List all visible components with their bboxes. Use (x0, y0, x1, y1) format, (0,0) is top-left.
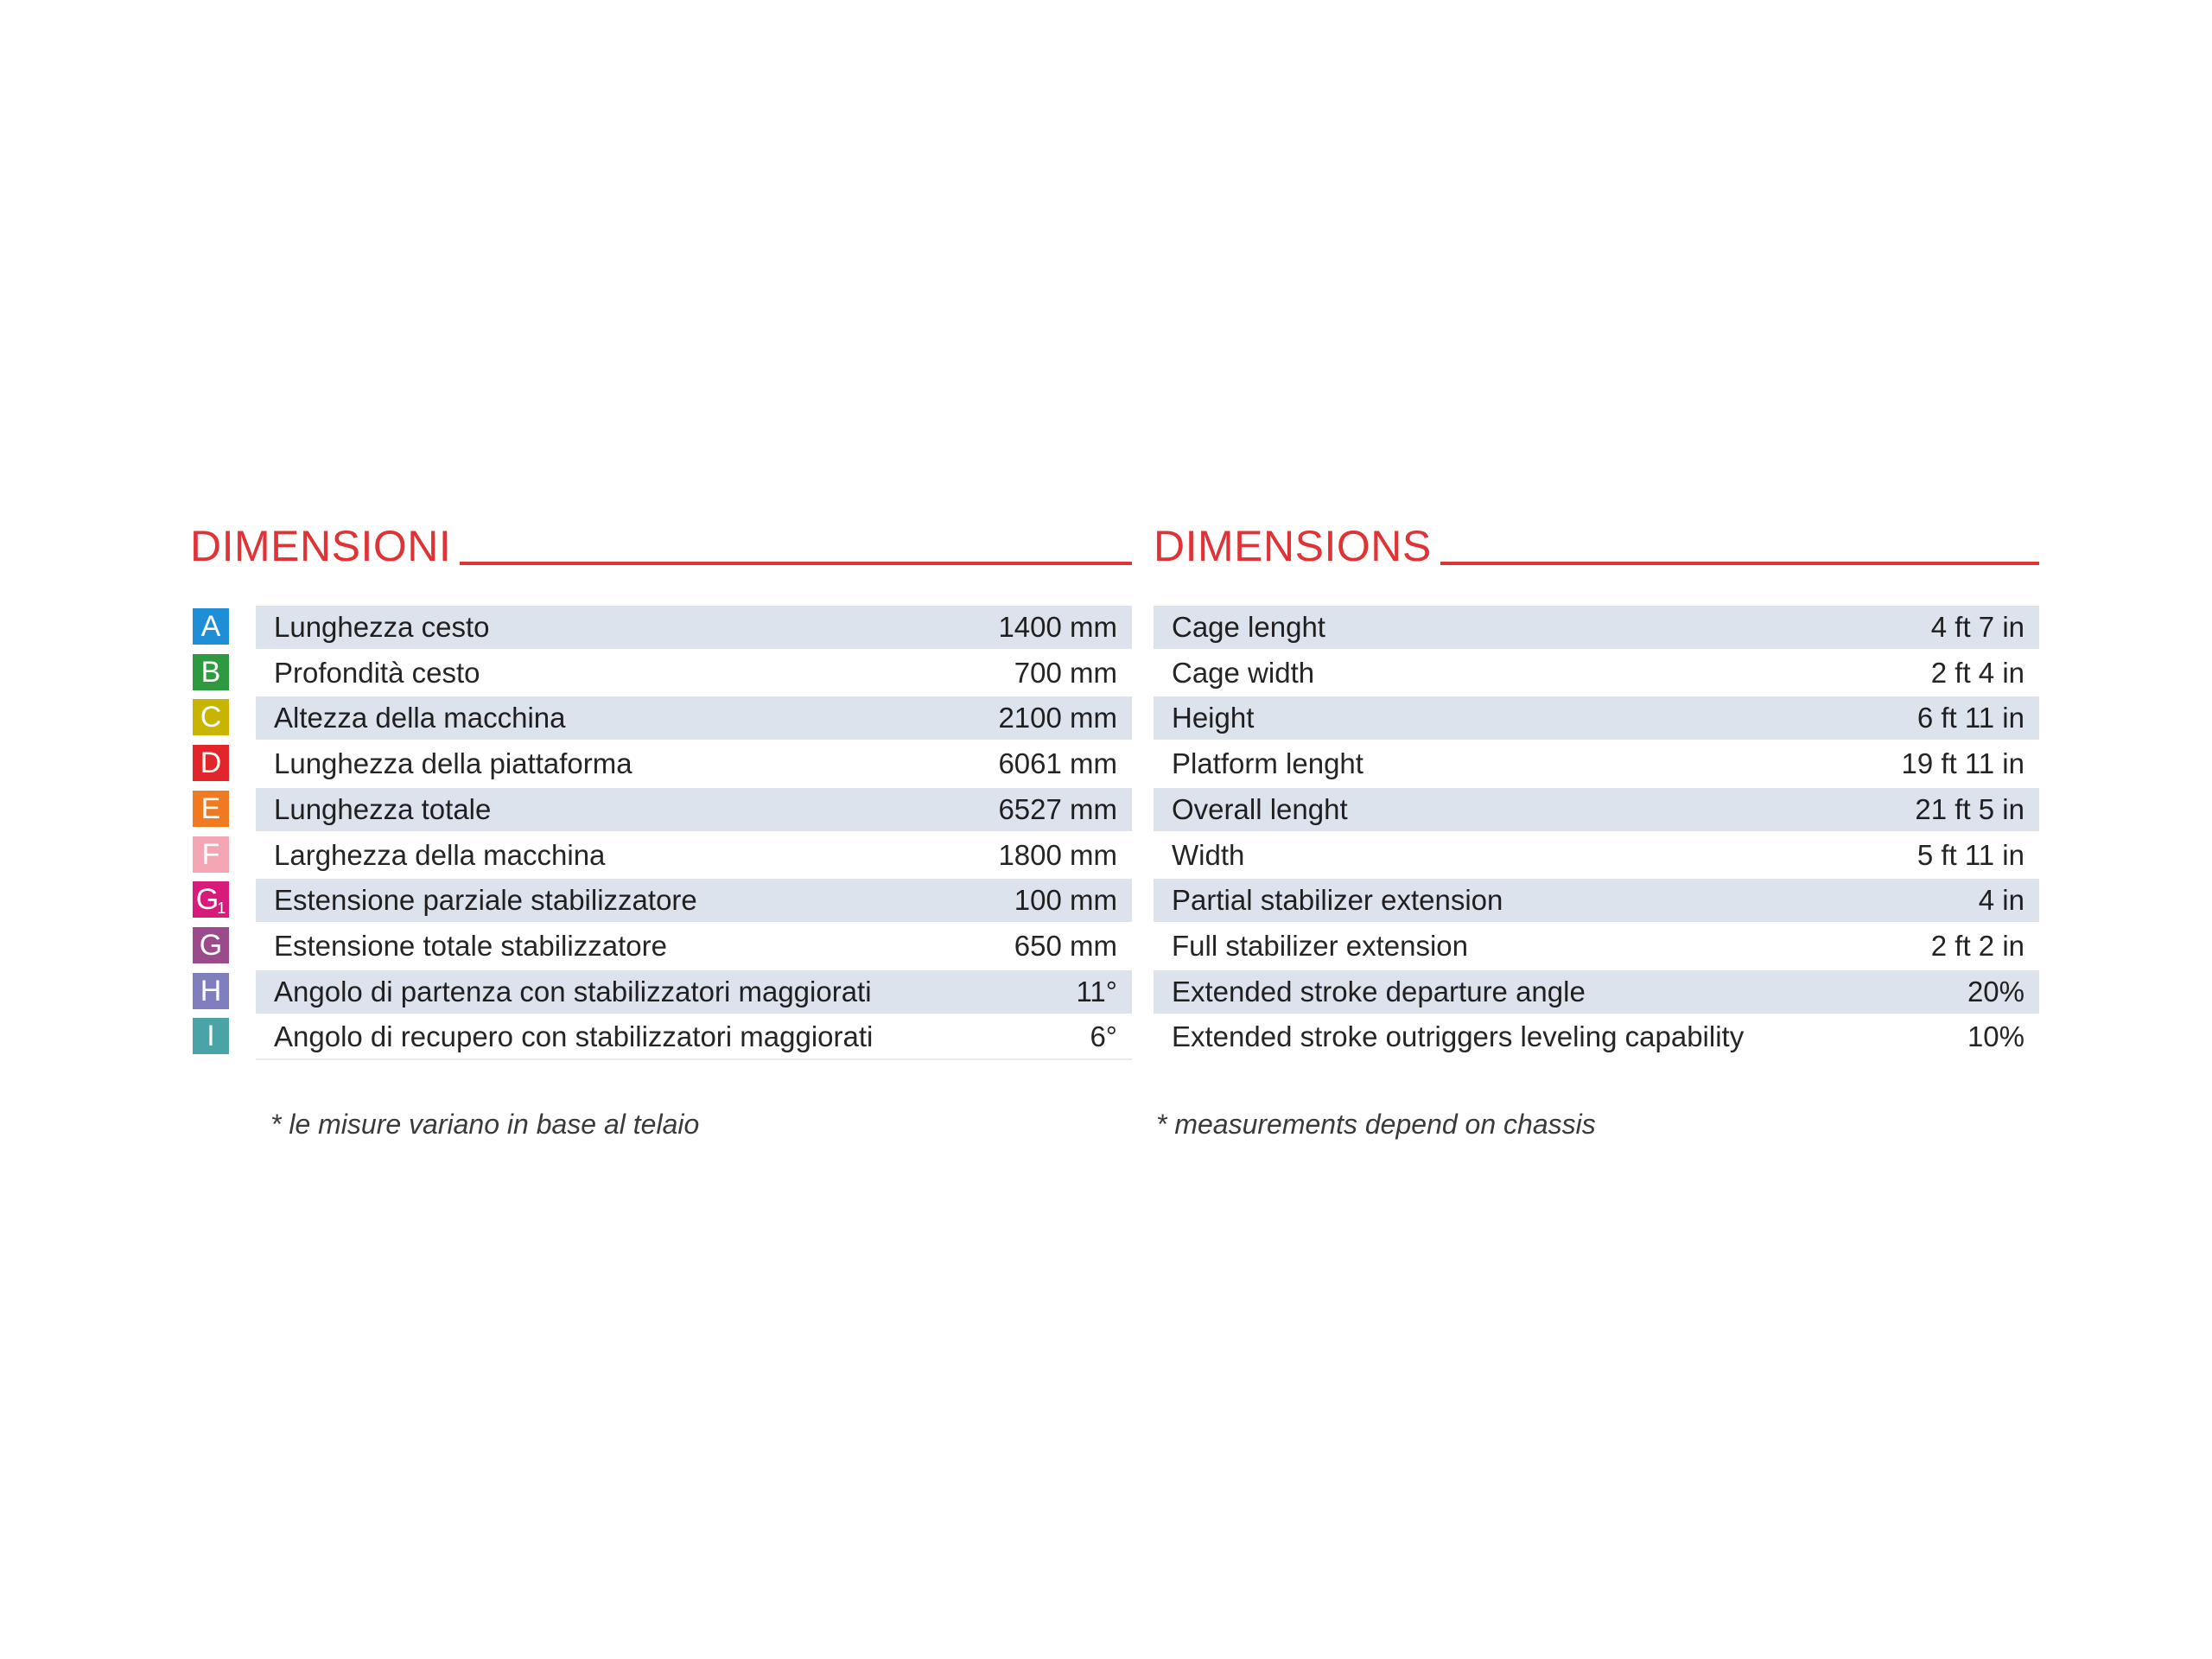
dimension-row-bar (1154, 879, 2039, 922)
dimension-row-bar (1154, 834, 2039, 877)
dimension-row-bar (256, 606, 1132, 649)
dimension-row (190, 740, 1132, 783)
italian-footnote: * le misure variano in base al telaio (270, 1109, 700, 1140)
dimension-row (1154, 876, 2039, 919)
dimension-label: Cage width (1172, 656, 1315, 689)
english-heading-rule (1440, 562, 2039, 565)
dimension-label: Cage lenght (1172, 611, 1325, 643)
dimension-row (1154, 740, 2039, 783)
dimension-value: 700 mm (1014, 656, 1117, 689)
dimension-row-bar (1154, 970, 2039, 1014)
dimension-letter-badge (193, 927, 229, 963)
dimension-row (190, 694, 1132, 737)
dimension-value: 650 mm (1014, 929, 1117, 962)
dimension-letter-badge (193, 699, 229, 735)
dimension-value: 10% (1967, 1020, 2024, 1053)
dimension-label: Overall lenght (1172, 792, 1348, 825)
dimension-label: Estensione parziale stabilizzatore (274, 884, 697, 917)
english-dimensions-section (1154, 518, 2039, 1053)
dimension-label: Extended stroke departure angle (1172, 975, 1586, 1007)
dimension-value: 2 ft 2 in (1930, 929, 2024, 962)
dimension-letter-badge (193, 791, 229, 827)
dimension-letter-badge (193, 973, 229, 1009)
dimension-row (1154, 968, 2039, 1011)
dimension-value: 6° (1090, 1020, 1117, 1053)
dimension-row (190, 968, 1132, 1011)
dimension-row-bar (1154, 1015, 2039, 1058)
dimension-row-bar (1154, 652, 2039, 695)
italian-heading-row (190, 518, 1132, 570)
dimension-value: 21 ft 5 in (1915, 792, 2024, 825)
dimension-row (190, 831, 1132, 874)
dimension-letter-badge (193, 1018, 229, 1054)
dimension-letter-badge (193, 608, 229, 645)
dimension-value: 11° (1076, 975, 1117, 1007)
italian-heading-rule (460, 562, 1132, 565)
dimension-letter: F (201, 837, 220, 871)
dimension-row-bar (256, 652, 1132, 695)
dimension-label: Altezza della macchina (274, 702, 566, 734)
dimension-row-bar (256, 970, 1132, 1014)
dimension-value: 2 ft 4 in (1930, 656, 2024, 689)
dimension-letter: C (200, 701, 222, 734)
dimension-letter-badge (193, 745, 229, 781)
dimension-row-bar (256, 1015, 1132, 1058)
dimension-label: Platform lenght (1172, 747, 1363, 780)
dimension-label: Lunghezza cesto (274, 611, 490, 643)
dimension-letter-subscript: 1 (217, 899, 226, 918)
dimension-row (1154, 694, 2039, 737)
dimension-row-bar (1154, 925, 2039, 968)
dimension-row (1154, 831, 2039, 874)
italian-table-bottom-rule (256, 1058, 1132, 1060)
dimension-label: Estensione totale stabilizzatore (274, 929, 667, 962)
dimension-row-bar (1154, 788, 2039, 831)
dimension-value: 6061 mm (998, 747, 1117, 780)
dimension-letter: G (195, 883, 219, 917)
dimension-letter: B (200, 655, 221, 689)
dimension-value: 1800 mm (998, 838, 1117, 871)
dimension-row (190, 922, 1132, 965)
italian-dimensions-section (190, 518, 1132, 1053)
dimension-row (190, 1013, 1132, 1056)
english-heading-row (1154, 518, 2039, 570)
dimension-row-bar (256, 696, 1132, 740)
dimension-row (190, 649, 1132, 692)
dimension-row (190, 876, 1132, 919)
dimension-label: Width (1172, 838, 1245, 871)
dimension-value: 6 ft 11 in (1916, 702, 2024, 734)
english-footnote: * measurements depend on chassis (1156, 1109, 1596, 1140)
dimension-row (1154, 603, 2039, 646)
dimension-row-bar (256, 742, 1132, 785)
dimension-label: Profondità cesto (274, 656, 480, 689)
dimension-value: 4 in (1978, 884, 2024, 917)
dimension-value: 20% (1967, 975, 2024, 1007)
dimension-row (190, 603, 1132, 646)
dimension-letter-badge (193, 836, 229, 873)
dimension-label: Extended stroke outriggers leveling capability (1172, 1020, 1745, 1053)
dimension-value: 2100 mm (998, 702, 1117, 734)
dimension-value: 5 ft 11 in (1916, 838, 2024, 871)
dimension-row (1154, 785, 2039, 829)
dimension-value: 100 mm (1014, 884, 1117, 917)
dimension-letter: I (207, 1020, 215, 1053)
dimension-row-bar (1154, 742, 2039, 785)
dimension-letter-badge (193, 881, 229, 918)
dimension-row-bar (1154, 696, 2039, 740)
dimension-label: Angolo di recupero con stabilizzatori maggiorati (274, 1020, 874, 1053)
dimension-label: Partial stabilizer extension (1172, 884, 1503, 917)
dimension-label: Lunghezza totale (274, 792, 492, 825)
dimension-letter-badge (193, 654, 229, 690)
dimension-label: Angolo di partenza con stabilizzatori maggiorati (274, 975, 872, 1007)
dimension-value: 1400 mm (998, 611, 1117, 643)
dimension-row-bar (256, 879, 1132, 922)
dimension-row (1154, 649, 2039, 692)
dimension-row-bar (1154, 606, 2039, 649)
dimension-row-bar (256, 925, 1132, 968)
dimension-value: 4 ft 7 in (1930, 611, 2024, 643)
dimension-row-bar (256, 788, 1132, 831)
dimension-value: 19 ft 11 in (1901, 747, 2024, 780)
dimension-letter: H (200, 974, 222, 1007)
dimension-letter: D (200, 747, 222, 780)
dimension-row (1154, 922, 2039, 965)
dimension-letter: G (199, 928, 223, 962)
dimension-label: Larghezza della macchina (274, 838, 606, 871)
dimension-letter: E (200, 791, 221, 825)
english-heading: DIMENSIONS (1154, 522, 1432, 570)
dimension-label: Height (1172, 702, 1255, 734)
dimension-letter: A (200, 610, 221, 643)
dimension-label: Lunghezza della piattaforma (274, 747, 632, 780)
dimension-label: Full stabilizer extension (1172, 929, 1468, 962)
italian-heading: DIMENSIONI (190, 522, 452, 570)
dimension-row (1154, 1013, 2039, 1056)
dimension-value: 6527 mm (998, 792, 1117, 825)
dimension-row (190, 785, 1132, 829)
dimension-row-bar (256, 834, 1132, 877)
